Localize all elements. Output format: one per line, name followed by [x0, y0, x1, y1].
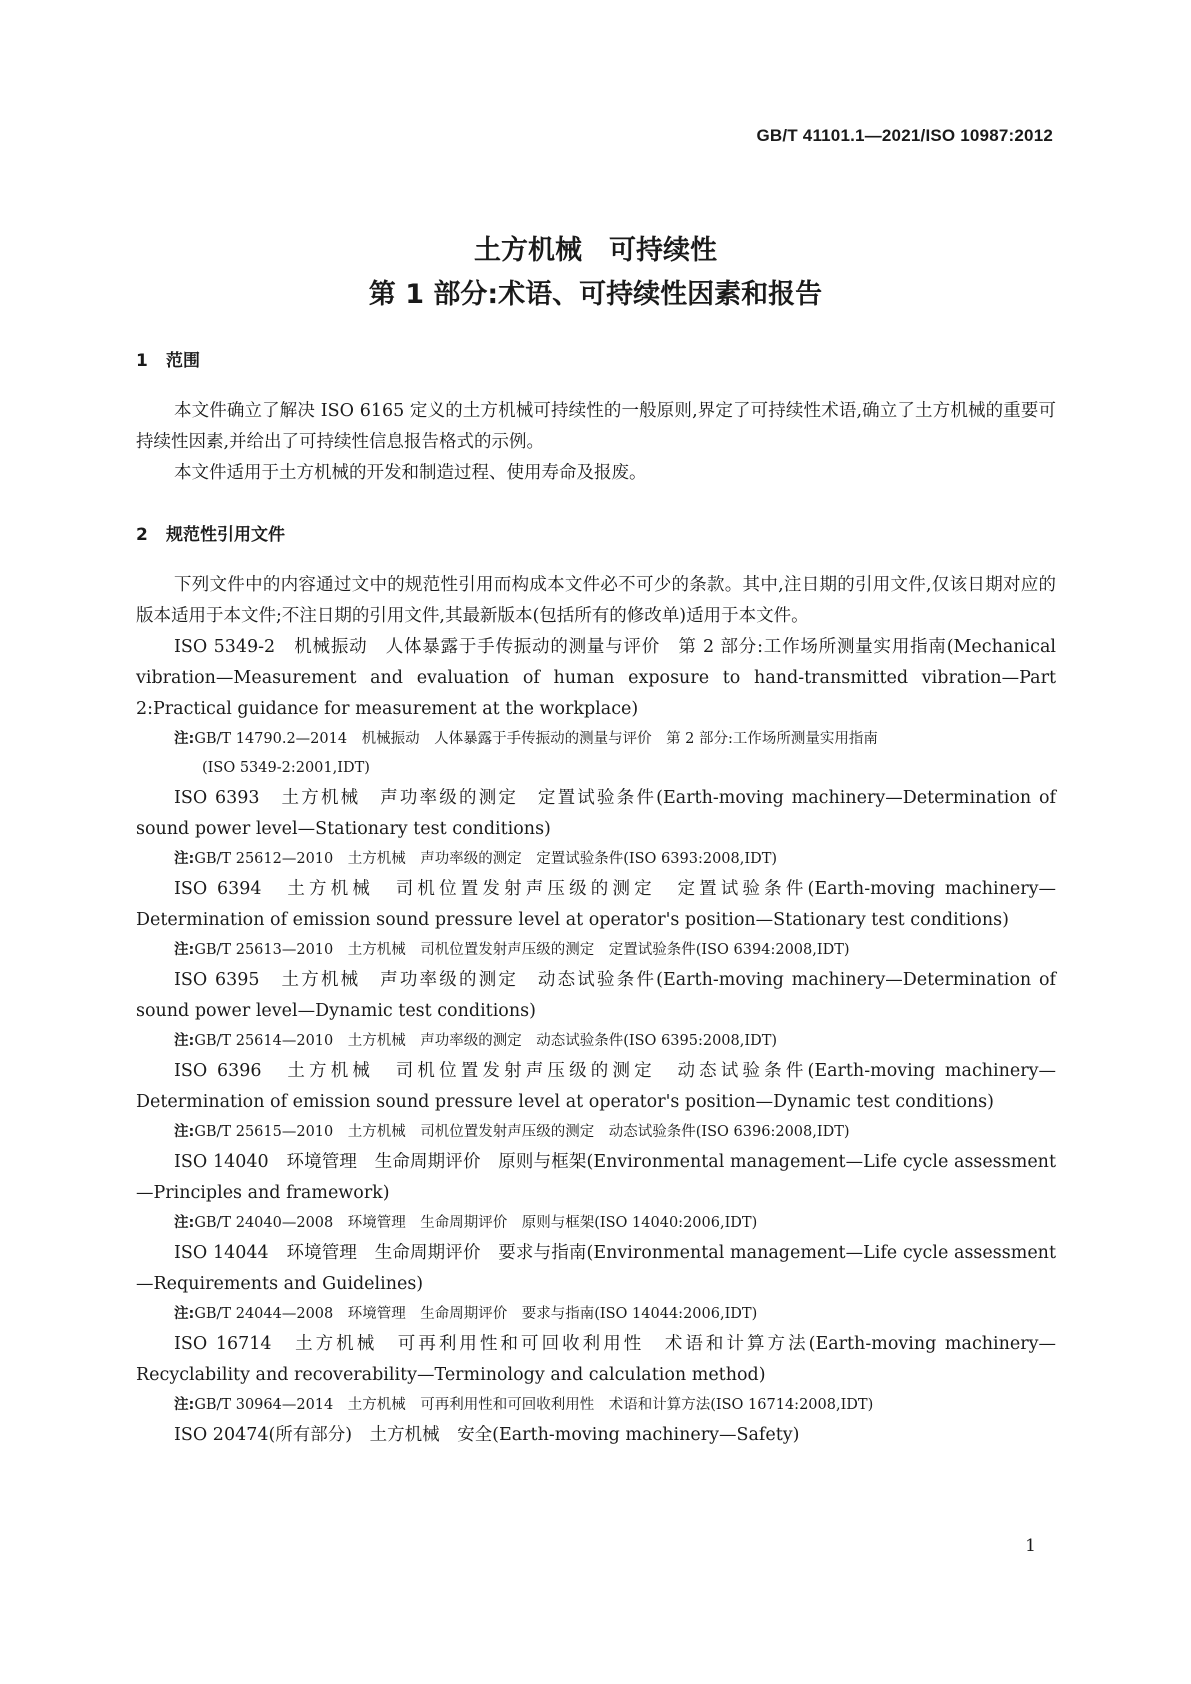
reference-entry: ISO 5349-2 机械振动 人体暴露于手传振动的测量与评价 第 2 部分:工作场所测量实用指南(Mechanical vibration—Measurement and evaluation of human exposure to hand-transmitted vibration—Part 2:Practical guidance for measurement at the workplace): [136, 637, 1056, 719]
document-title-line2: 第 1 部分:术语、可持续性因素和报告: [368, 279, 823, 310]
reference-note: [136, 1391, 1056, 1420]
reference-entry: ISO 14040 环境管理 生命周期评价 原则与框架(Environmental management—Life cycle assessment—Principles and framework): [136, 1152, 1056, 1203]
paragraph: 下列文件中的内容通过文中的规范性引用而构成本文件必不可少的条款。其中,注日期的引用文件,仅该日期对应的版本适用于本文件;不注日期的引用文件,其最新版本(包括所有的修改单)适用于本文件。: [136, 575, 1056, 626]
reference-note: [136, 936, 1056, 965]
reference-entry: ISO 14044 环境管理 生命周期评价 要求与指南(Environmental management—Life cycle assessment—Requirements and Guidelines): [136, 1243, 1056, 1294]
reference-note: [136, 1209, 1056, 1238]
reference-note: [136, 725, 1056, 783]
reference-entry: ISO 16714 土方机械 可再利用性和可回收利用性 术语和计算方法(Earth-moving machinery—Recyclability and recoverability—Terminology and calculation method): [136, 1334, 1056, 1385]
note-label: 注:: [174, 942, 195, 958]
section-1-heading: [136, 346, 200, 371]
note-text: GB/T 25612—2010 土方机械 声功率级的测定 定置试验条件(ISO 6393:2008,IDT): [194, 851, 778, 867]
section-number: 1: [136, 351, 148, 371]
section-2-heading: [136, 520, 285, 545]
reference-entry: ISO 6395 土方机械 声功率级的测定 动态试验条件(Earth-moving machinery—Determination of sound power level—Dynamic test conditions): [136, 970, 1056, 1021]
note-label: 注:: [174, 1306, 195, 1322]
note-label: 注:: [174, 1033, 195, 1049]
reference-note: [136, 1300, 1056, 1329]
note-text: GB/T 24040—2008 环境管理 生命周期评价 原则与框架(ISO 14040:2006,IDT): [194, 1215, 758, 1231]
document-title-line1: 土方机械 可持续性: [474, 235, 717, 266]
section-2-body: [136, 570, 1056, 1451]
reference-note: [136, 845, 1056, 874]
note-label: 注:: [174, 731, 195, 747]
paragraph: 本文件确立了解决 ISO 6165 定义的土方机械可持续性的一般原则,界定了可持续性术语,确立了土方机械的重要可持续性因素,并给出了可持续性信息报告格式的示例。: [136, 401, 1056, 452]
reference-entry: ISO 6396 土方机械 司机位置发射声压级的测定 动态试验条件(Earth-moving machinery—Determination of emission sound pressure level at operator's position—Dynamic test conditions): [136, 1061, 1056, 1112]
note-label: 注:: [174, 851, 195, 867]
reference-note: [136, 1027, 1056, 1056]
note-label: 注:: [174, 1215, 195, 1231]
note-continuation: (ISO 5349-2:2001,IDT): [202, 760, 370, 776]
note-label: 注:: [174, 1397, 195, 1413]
paragraph: 本文件适用于土方机械的开发和制造过程、使用寿命及报废。: [174, 463, 647, 483]
reference-entry: ISO 6393 土方机械 声功率级的测定 定置试验条件(Earth-moving machinery—Determination of sound power level—Stationary test conditions): [136, 788, 1056, 839]
note-text: GB/T 30964—2014 土方机械 可再利用性和可回收利用性 术语和计算方法(ISO 16714:2008,IDT): [194, 1397, 874, 1413]
section-title: 范围: [166, 351, 200, 371]
standard-code: GB/T 41101.1—2021/ISO 10987:2012: [756, 126, 1053, 145]
note-text: GB/T 14790.2—2014 机械振动 人体暴露于手传振动的测量与评价 第 2 部分:工作场所测量实用指南: [194, 731, 878, 747]
note-text: GB/T 25613—2010 土方机械 司机位置发射声压级的测定 定置试验条件(ISO 6394:2008,IDT): [194, 942, 850, 958]
section-1-body: [136, 396, 1056, 489]
page-number: 1: [1025, 1536, 1036, 1556]
note-text: GB/T 24044—2008 环境管理 生命周期评价 要求与指南(ISO 14044:2006,IDT): [194, 1306, 758, 1322]
section-title: 规范性引用文件: [166, 525, 285, 545]
note-text: GB/T 25615—2010 土方机械 司机位置发射声压级的测定 动态试验条件(ISO 6396:2008,IDT): [194, 1124, 850, 1140]
reference-entry: ISO 6394 土方机械 司机位置发射声压级的测定 定置试验条件(Earth-moving machinery—Determination of emission sound pressure level at operator's position—Stationary test conditions): [136, 879, 1056, 930]
section-number: 2: [136, 525, 148, 545]
reference-note: [136, 1118, 1056, 1147]
note-label: 注:: [174, 1124, 195, 1140]
reference-entry: ISO 20474(所有部分) 土方机械 安全(Earth-moving machinery—Safety): [174, 1425, 800, 1445]
note-text: GB/T 25614—2010 土方机械 声功率级的测定 动态试验条件(ISO 6395:2008,IDT): [194, 1033, 778, 1049]
